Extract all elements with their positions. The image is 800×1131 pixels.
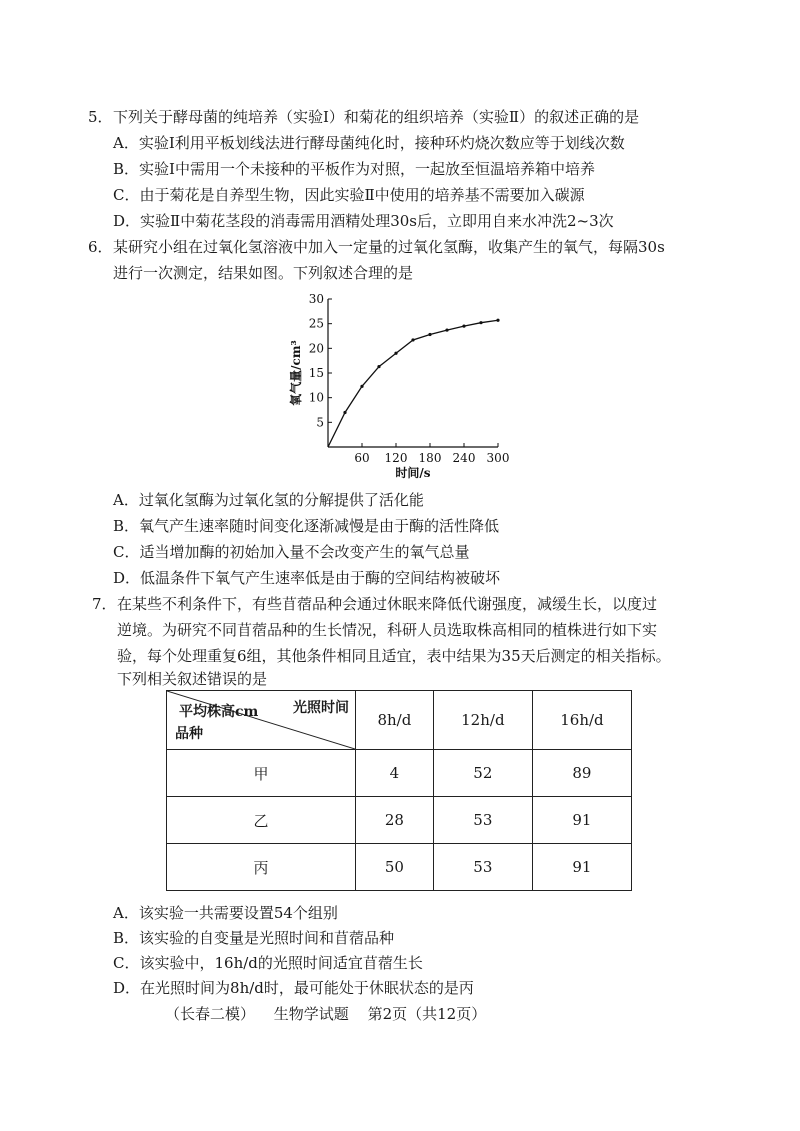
x-tick-label: 300 xyxy=(486,451,510,465)
y-tick-label: 25 xyxy=(308,316,324,331)
table-row xyxy=(167,797,632,844)
data-point xyxy=(394,352,397,355)
corner-label-variety: 品种 xyxy=(175,726,203,742)
table-cell: 91 xyxy=(532,844,631,891)
x-tick-label: 60 xyxy=(354,451,370,465)
table-cell: 28 xyxy=(356,797,434,844)
q6-option-b: B．氧气产生速率随时间变化逐渐减慢是由于酶的活性降低 xyxy=(113,517,500,535)
table-cell: 89 xyxy=(532,750,631,797)
q7-number: 7． xyxy=(92,595,117,613)
x-tick-label: 240 xyxy=(452,451,476,465)
row-label: 丙 xyxy=(167,844,356,891)
data-point xyxy=(428,333,431,336)
corner-label-time: 光照时间 xyxy=(293,700,349,716)
column-header: 16h/d xyxy=(532,691,631,750)
table-header-row xyxy=(167,691,632,750)
q5-option-a: A．实验Ⅰ利用平板划线法进行酵母菌纯化时，接种环灼烧次数应等于划线次数 xyxy=(113,134,625,152)
footer-exam: （长春二模） xyxy=(165,1005,256,1023)
column-header: 8h/d xyxy=(356,691,434,750)
q6-option-d: D．低温条件下氧气产生速率低是由于酶的空间结构被破坏 xyxy=(113,569,501,587)
table-row xyxy=(167,844,632,891)
q6-stem-line-2: 进行一次测定，结果如图。下列叙述合理的是 xyxy=(113,264,414,282)
data-point xyxy=(445,328,448,331)
q6-stem-line-1: 某研究小组在过氧化氢溶液中加入一定量的过氧化氢酶，收集产生的氧气，每隔30s xyxy=(113,238,665,256)
footer-page: 第2页（共12页） xyxy=(367,1005,487,1023)
q5-option-b: B．实验Ⅰ中需用一个未接种的平板作为对照，一起放至恒温培养箱中培养 xyxy=(113,160,595,178)
data-point xyxy=(343,411,346,414)
x-tick-label: 120 xyxy=(384,451,408,465)
corner-label-height: 平均株高cm xyxy=(179,704,259,720)
data-point xyxy=(496,319,499,322)
y-axis-label: 氧气量/cm³ xyxy=(289,340,303,406)
data-point xyxy=(411,338,414,341)
q7-stem-line-4: 下列相关叙述错误的是 xyxy=(117,670,268,688)
y-tick-label: 5 xyxy=(316,415,324,430)
growth-table xyxy=(166,690,632,890)
table-cell: 91 xyxy=(532,797,631,844)
table-row xyxy=(167,750,632,797)
y-tick-label: 15 xyxy=(308,366,324,380)
y-tick-label: 10 xyxy=(308,390,324,405)
table-cell: 53 xyxy=(433,844,532,891)
data-point xyxy=(377,365,380,368)
q7-option-d: D．在光照时间为8h/d时，最可能处于休眠状态的是丙 xyxy=(113,979,474,997)
footer-subject: 生物学试题 xyxy=(273,1005,349,1023)
table-cell: 50 xyxy=(356,844,434,891)
table-cell: 52 xyxy=(433,750,532,797)
q5-option-d: D．实验Ⅱ中菊花茎段的消毒需用酒精处理30s后，立即用自来水冲洗2~3次 xyxy=(113,212,614,230)
q5-number: 5． xyxy=(88,108,113,126)
row-label: 甲 xyxy=(167,750,356,797)
table-cell: 53 xyxy=(433,797,532,844)
q5-option-c: C．由于菊花是自养型生物，因此实验Ⅱ中使用的培养基不需要加入碳源 xyxy=(113,186,585,204)
y-tick-label: 20 xyxy=(308,341,324,356)
page-footer xyxy=(165,1003,500,1024)
q7-option-b: B．该实验的自变量是光照时间和苜蓿品种 xyxy=(113,929,395,947)
data-point xyxy=(462,325,465,328)
data-point xyxy=(479,321,482,324)
table-corner-cell xyxy=(167,691,356,750)
q7-option-c: C．该实验中，16h/d的光照时间适宜苜蓿生长 xyxy=(113,954,423,972)
row-label: 乙 xyxy=(167,797,356,844)
q6-option-a: A．过氧化氢酶为过氧化氢的分解提供了活化能 xyxy=(113,491,424,509)
q7-stem-line-1: 在某些不利条件下，有些苜蓿品种会通过休眠来降低代谢强度，减缓生长，以度过 xyxy=(117,595,658,613)
data-point xyxy=(360,385,363,388)
q5-stem: 下列关于酵母菌的纯培养（实验Ⅰ）和菊花的组织培养（实验Ⅱ）的叙述正确的是 xyxy=(113,108,640,126)
q6-option-c: C．适当增加酶的初始加入量不会改变产生的氧气总量 xyxy=(113,543,470,561)
y-tick-label: 30 xyxy=(308,292,324,306)
q7-stem-line-3: 验，每个处理重复6组，其他条件相同且适宜，表中结果为35天后测定的相关指标。 xyxy=(117,647,671,665)
q6-number: 6． xyxy=(88,238,113,256)
x-tick-label: 180 xyxy=(418,451,442,465)
q7-stem-line-2: 逆境。为研究不同苜蓿品种的生长情况，科研人员选取株高相同的植株进行如下实 xyxy=(117,621,658,639)
q7-option-a: A．该实验一共需要设置54个组别 xyxy=(113,904,338,922)
column-header: 12h/d xyxy=(433,691,532,750)
table-cell: 4 xyxy=(356,750,434,797)
oxygen-chart xyxy=(280,287,520,487)
x-axis-label: 时间/s xyxy=(395,466,431,480)
